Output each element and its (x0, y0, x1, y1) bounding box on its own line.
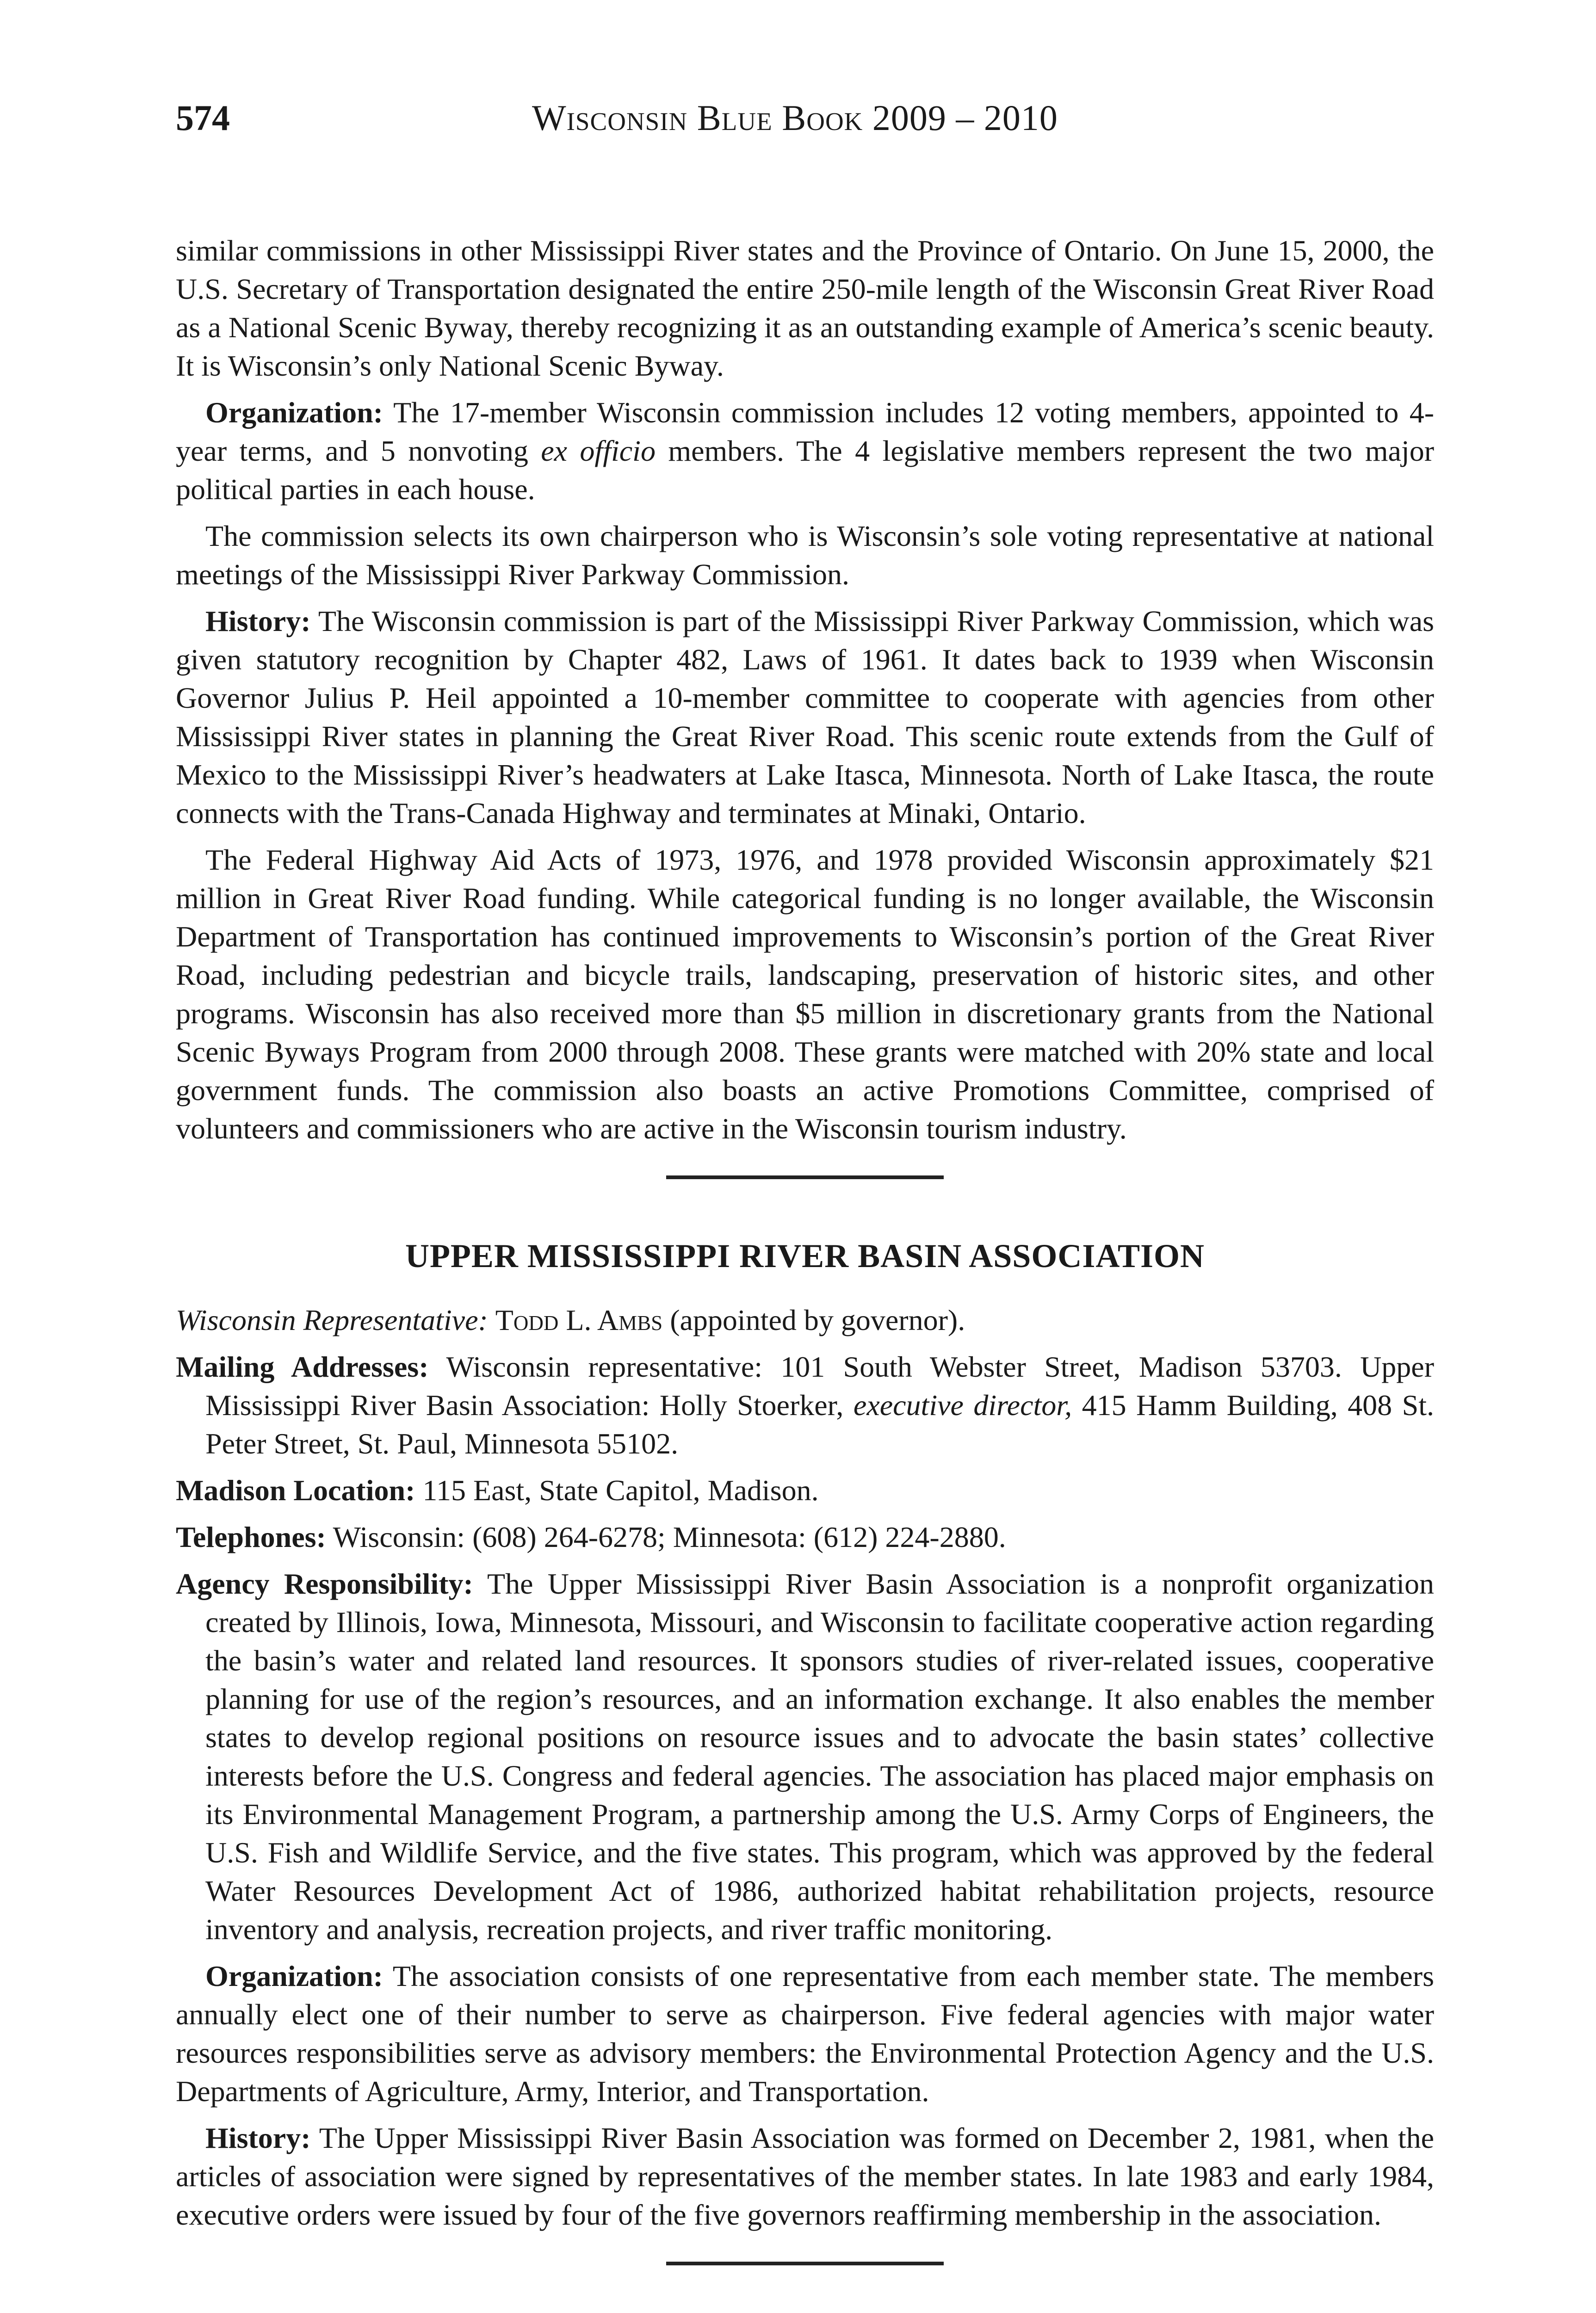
document-body (176, 231, 1434, 2265)
telephones-label: Telephones: (176, 1521, 326, 1553)
history-paragraph (176, 602, 1434, 832)
intro-paragraph: similar commissions in other Mississippi River states and the Province of Ontario. On June 15, 2000, the U.S. Secretary of Transportation designated the entire 250-mile length of the Wisconsin Great River Road as a National Scenic Byway, thereby recognizing it as an outstanding example of America’s scenic beauty. It is Wisconsin’s only National Scenic Byway. (176, 234, 1434, 382)
organization-text-a: The 17-member Wisconsin commission includes 12 voting members, appointed to 4-year terms, and 5 nonvoting (176, 396, 1435, 467)
history-text: The Wisconsin commission is part of the Mississippi River Parkway Commission, which was given statutory recognition by Chapter 482, Laws of 1961. It dates back to 1939 when Wisconsin Governor Julius P. Heil appointed a 10-member committee to cooperate with agencies from other Mississippi River states in planning the Great River Road. This scenic route extends from the Gulf of Mexico to the Mississippi River’s headwaters at Lake Itasca, Minnesota. North of Lake Itasca, the route connects with the Trans-Canada Highway and terminates at Minaki, Ontario. (176, 605, 1435, 829)
mailing-addresses (176, 1348, 1434, 1463)
representative-label: Wisconsin Representative: (176, 1304, 488, 1336)
agency-responsibility (176, 1565, 1434, 1948)
section-title: UPPER MISSISSIPPI RIVER BASIN ASSOCIATION (405, 1237, 1205, 1274)
mailing-text-b: 415 Hamm Building, 408 St. Peter Street, St. Paul, Minnesota 55102. (205, 1389, 1435, 1460)
history-label: History: (205, 605, 311, 637)
end-divider (666, 2262, 944, 2265)
association-history-label: History: (205, 2121, 311, 2154)
location-label: Madison Location: (176, 1474, 415, 1507)
agency-text: The Upper Mississippi River Basin Association is a nonprofit organization created by Illinois, Iowa, Minnesota, Missouri, and Wisconsin to facilitate cooperative action regarding the basin’s water and related land resources. It sponsors studies of river-related issues, cooperative planning for use of the region’s resources, and an information exchange. It also enables the member states to develop regional positions on resource issues and to advocate the basin states’ collective interests before the U.S. Congress and federal agencies. The association has placed major emphasis on its Environmental Management Program, a partnership among the U.S. Army Corps of Engineers, the U.S. Fish and Wildlife Service, and the five states. This program, which was approved by the federal Water Resources Development Act of 1986, authorized habitat rehabilitation projects, resource inventory and analysis, recreation projects, and river traffic monitoring. (205, 1567, 1435, 1946)
mailing-text-a: Wisconsin representative: 101 South Webster Street, Madison 53703. Upper Mississippi River Basin Association: Holly Stoerker, (205, 1350, 1435, 1422)
page-number: 574 (176, 98, 230, 138)
telephones-text: Wisconsin: (608) 264-6278; Minnesota: (612) 224-2880. (333, 1521, 1006, 1553)
location-text: 115 East, State Capitol, Madison. (422, 1474, 819, 1507)
association-organization-text: The association consists of one representative from each member state. The members annually elect one of their number to serve as chairperson. Five federal agencies with major water resources responsibilities serve as advisory members: the Environmental Protection Agency and the U.S. Departments of Agriculture, Army, Interior, and Transportation. (176, 1960, 1435, 2108)
madison-location (176, 1471, 1434, 1509)
mailing-label: Mailing Addresses: (176, 1350, 429, 1383)
association-history-text: The Upper Mississippi River Basin Association was formed on December 2, 1981, when the articles of association were signed by representatives of the member states. In late 1983 and early 1984, executive orders were issued by four of the five governors reaffirming membership in the association. (176, 2121, 1435, 2231)
association-organization (176, 1957, 1434, 2110)
telephones (176, 1518, 1434, 1556)
association-history (176, 2119, 1434, 2234)
organization-text-b: members. The 4 legislative members represent the two major political parties in each house. (176, 434, 1435, 506)
representative-name: Todd L. Ambs (495, 1304, 663, 1336)
association-organization-label: Organization: (205, 1960, 383, 1992)
representative-note: (appointed by governor). (670, 1304, 965, 1336)
ex-officio-term: ex officio (541, 434, 656, 467)
mailing-title: executive director, (853, 1389, 1072, 1422)
section-divider (666, 1175, 944, 1179)
organization-paragraph (176, 393, 1434, 508)
running-head: Wisconsin Blue Book 2009 – 2010 (532, 98, 1058, 138)
page-header (176, 97, 1434, 139)
funding-paragraph: The Federal Highway Aid Acts of 1973, 1976, and 1978 provided Wisconsin approximately $21 million in Great River Road funding. While categorical funding is no longer available, the Wisconsin Department of Transportation has continued improvements to Wisconsin’s portion of the Great River Road, including pedestrian and bicycle trails, landscaping, preservation of historic sites, and other programs. Wisconsin has also received more than $5 million in discretionary grants from the National Scenic Byways Program from 2000 through 2008. These grants were matched with 20% state and local government funds. The commission also boasts an active Promotions Committee, comprised of volunteers and commissioners who are active in the Wisconsin tourism industry. (176, 843, 1434, 1145)
agency-label: Agency Responsibility: (176, 1567, 473, 1600)
chairperson-paragraph: The commission selects its own chairperson who is Wisconsin’s sole voting representative at national meetings of the Mississippi River Parkway Commission. (176, 519, 1434, 591)
organization-label: Organization: (205, 396, 383, 429)
representative-line (176, 1301, 1434, 1339)
